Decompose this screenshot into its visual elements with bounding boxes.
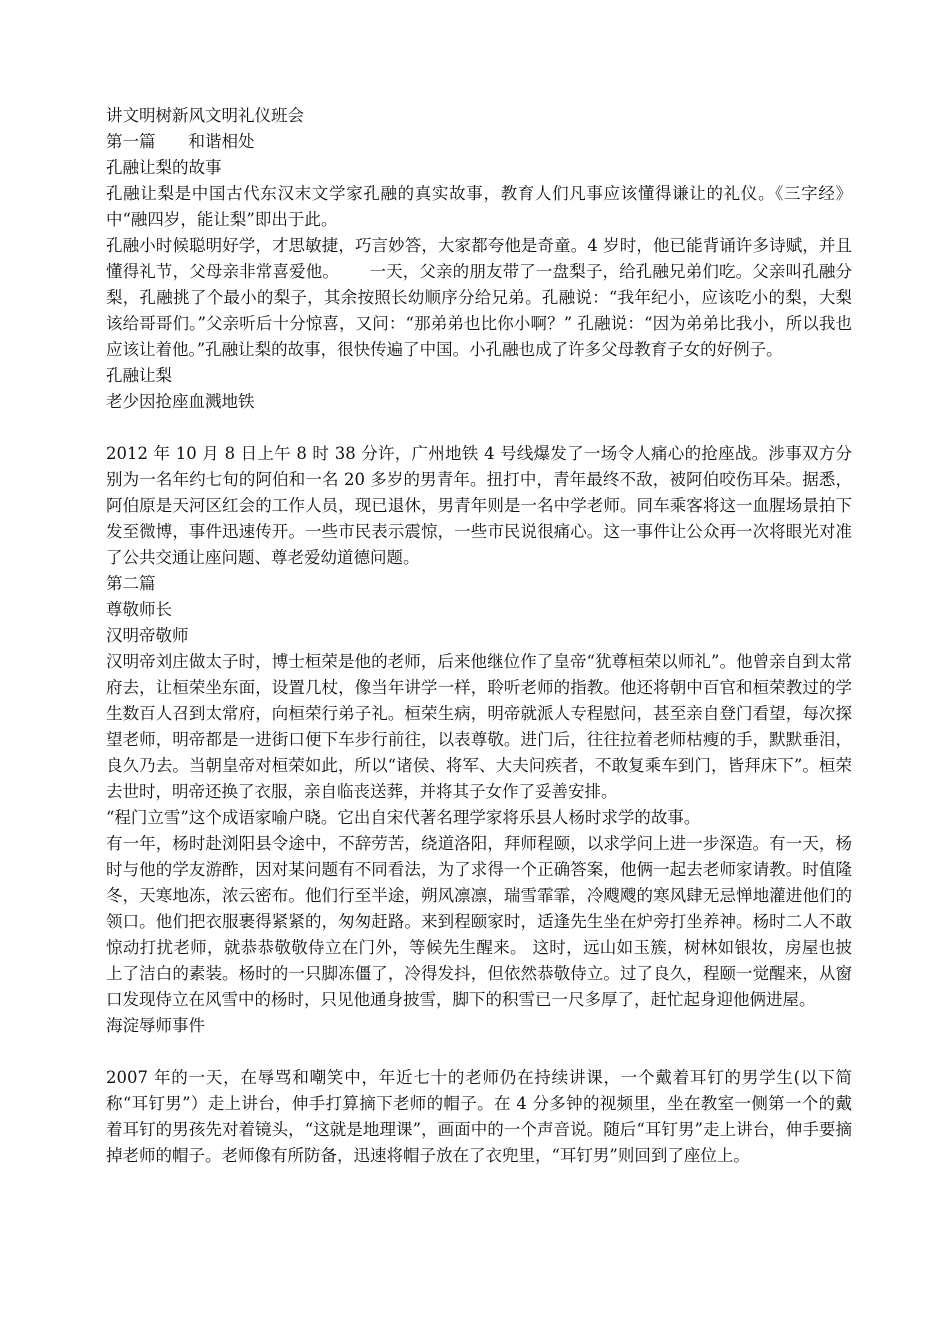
document-title: 讲文明树新风文明礼仪班会	[106, 106, 304, 125]
document-page	[106, 103, 852, 1169]
section-2-subheading: 尊敬师长	[106, 600, 172, 619]
story-title-kong-rong: 孔融让梨的故事	[106, 158, 222, 177]
story-title-haidian: 海淀辱师事件	[106, 1016, 205, 1035]
paragraph: 2012 年 10 月 8 日上午 8 时 38 分许，广州地铁 4 号线爆发了一场令人痛心的抢座战。涉事双方分别为一名年约七旬的阿伯和一名 20 多岁的男青年。扭打中，青年最终不敌，被阿伯咬伤耳朵。据悉，阿伯原是天河区红会的工作人员，现已退休，男青年则是一名中学老师。同车乘客将这一血腥场景拍下发至微博，事件迅速传开。一些市民表示震惊，一些市民说很痛心。这一事件让公众再一次将眼光对准了公共交通让座问题、尊老爱幼道德问题。	[106, 444, 852, 567]
paragraph: 有一年，杨时赴浏阳县令途中，不辞劳苦，绕道洛阳，拜师程颐，以求学问上进一步深造。有一天，杨时与他的学友游酢，因对某问题有不同看法，为了求得一个正确答案，他俩一起去老师家请教。时值隆冬，天寒地冻，浓云密布。他们行至半途，朔风凛凛，瑞雪霏霏，冷飕飕的寒风肆无忌惮地灌进他们的领口。他们把衣服裹得紧紧的，匆匆赶路。来到程颐家时，适逢先生坐在炉旁打坐养神。杨时二人不敢惊动打扰老师，就恭恭敬敬侍立在门外，等候先生醒来。 这时，远山如玉簇，树林如银妆，房屋也披上了洁白的素装。杨时的一只脚冻僵了，冷得发抖，但依然恭敬侍立。过了良久，程颐一觉醒来，从窗口发现侍立在风雪中的杨时，只见他通身披雪，脚下的积雪已一尺多厚了，赶忙起身迎他俩进屋。	[106, 834, 852, 1009]
paragraph: 孔融小时候聪明好学，才思敏捷，巧言妙答，大家都夸他是奇童。4 岁时，他已能背诵许多诗赋，并且懂得礼节，父母亲非常喜爱他。 一天，父亲的朋友带了一盘梨子，给孔融兄弟们吃。父亲叫孔融分梨，孔融挑了个最小的梨子，其余按照长幼顺序分给兄弟。孔融说：“我年纪小，应该吃小的梨，大梨该给哥哥们。”父亲听后十分惊喜，又问：“那弟弟也比你小啊？” 孔融说：“因为弟弟比我小，所以我也应该让着他。”孔融让梨的故事，很快传遍了中国。小孔融也成了许多父母教育子女的好例子。	[106, 236, 852, 359]
image-caption: 孔融让梨	[106, 366, 172, 385]
story-title-metro: 老少因抢座血溅地铁	[106, 392, 255, 411]
section-2-heading: 第二篇	[106, 574, 156, 593]
paragraph: “程门立雪”这个成语家喻户晓。它出自宋代著名理学家将乐县人杨时求学的故事。	[106, 808, 701, 827]
story-title-emperor: 汉明帝敬师	[106, 626, 189, 645]
blank-line	[106, 1039, 852, 1065]
paragraph: 2007 年的一天，在辱骂和嘲笑中，年近七十的老师仍在持续讲课，一个戴着耳钉的男学生(以下简称“耳钉男”）走上讲台，伸手打算摘下老师的帽子。在 4 分多钟的视频里，坐在教室一侧第一个的戴着耳钉的男孩先对着镜头，“这就是地理课”，画面中的一个声音说。随后“耳钉男”走上讲台，伸手要摘掉老师的帽子。老师像有所防备，迅速将帽子放在了衣兜里，“耳钉男”则回到了座位上。	[106, 1068, 852, 1165]
blank-line	[106, 415, 852, 441]
section-1-heading: 第一篇 和谐相处	[106, 132, 255, 151]
paragraph: 孔融让梨是中国古代东汉末文学家孔融的真实故事，教育人们凡事应该懂得谦让的礼仪。《三字经》中“融四岁，能让梨”即出于此。	[106, 184, 852, 229]
paragraph: 汉明帝刘庄做太子时，博士桓荣是他的老师，后来他继位作了皇帝“犹尊桓荣以师礼”。他曾亲自到太常府去，让桓荣坐东面，设置几杖，像当年讲学一样，聆听老师的指教。他还将朝中百官和桓荣教过的学生数百人召到太常府，向桓荣行弟子礼。桓荣生病，明帝就派人专程慰问，甚至亲自登门看望，每次探望老师，明帝都是一进街口便下车步行前往，以表尊敬。进门后，往往拉着老师枯瘦的手，默默垂泪，良久乃去。当朝皇帝对桓荣如此，所以“诸侯、将军、大夫问疾者，不敢复乘车到门，皆拜床下”。桓荣去世时，明帝还换了衣服，亲自临丧送葬，并将其子女作了妥善安排。	[106, 652, 852, 801]
